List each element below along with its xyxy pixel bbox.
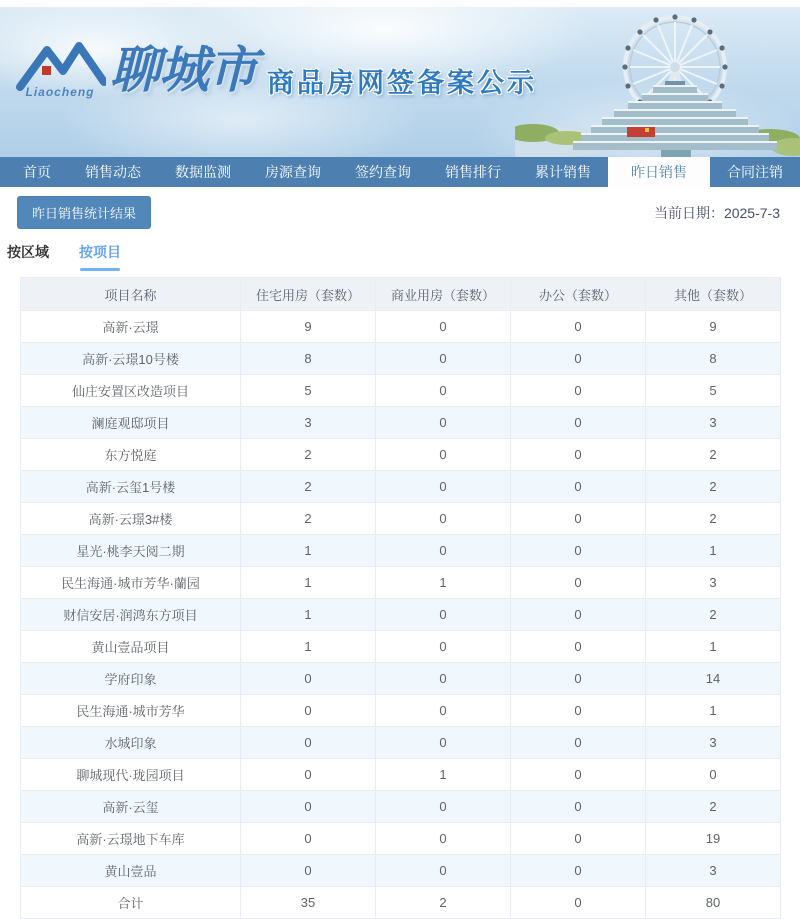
count-cell: 0 — [376, 375, 511, 407]
project-name-cell: 水城印象 — [21, 727, 241, 759]
project-name-cell: 高新·云玺1号楼 — [21, 471, 241, 503]
count-cell: 0 — [511, 599, 646, 631]
logo-script-text: Liaocheng — [25, 85, 95, 99]
count-cell: 2 — [646, 599, 781, 631]
project-name-cell: 财信安居·润鸿东方项目 — [21, 599, 241, 631]
count-cell: 0 — [511, 407, 646, 439]
count-cell: 3 — [646, 727, 781, 759]
count-cell: 0 — [376, 599, 511, 631]
count-cell: 0 — [511, 567, 646, 599]
project-name-cell: 聊城现代·珑园项目 — [21, 759, 241, 791]
count-cell: 5 — [241, 375, 376, 407]
count-cell: 1 — [646, 535, 781, 567]
count-cell: 8 — [241, 343, 376, 375]
view-tab-1[interactable]: 按区域 — [7, 244, 49, 260]
table-row — [21, 791, 781, 823]
project-name-cell: 学府印象 — [21, 663, 241, 695]
count-cell: 0 — [376, 535, 511, 567]
count-cell: 1 — [241, 599, 376, 631]
count-cell: 0 — [511, 631, 646, 663]
project-name-cell: 高新·云璟10号楼 — [21, 343, 241, 375]
view-tab-2[interactable]: 按项目 — [79, 242, 121, 271]
count-cell: 0 — [376, 663, 511, 695]
project-name-cell: 东方悦庭 — [21, 439, 241, 471]
toolbar — [17, 196, 780, 229]
project-name-cell: 星光·桃李天阅二期 — [21, 535, 241, 567]
project-name-cell: 仙庄安置区改造项目 — [21, 375, 241, 407]
count-cell: 0 — [511, 439, 646, 471]
count-cell: 0 — [511, 375, 646, 407]
nav-item-2[interactable]: 销售动态 — [85, 164, 141, 180]
count-cell: 1 — [241, 567, 376, 599]
count-cell: 0 — [376, 823, 511, 855]
column-header-4: 办公（套数） — [511, 278, 646, 311]
count-cell: 0 — [376, 343, 511, 375]
main-nav — [0, 157, 800, 187]
count-cell: 19 — [646, 823, 781, 855]
table-row — [21, 311, 781, 343]
count-cell: 2 — [376, 887, 511, 919]
column-header-3: 商业用房（套数） — [376, 278, 511, 311]
count-cell: 0 — [511, 663, 646, 695]
nav-item-1[interactable]: 首页 — [23, 164, 51, 180]
project-name-cell: 黄山壹品 — [21, 855, 241, 887]
project-name-cell: 高新·云璟3#楼 — [21, 503, 241, 535]
count-cell: 0 — [511, 695, 646, 727]
table-header-row — [21, 278, 781, 311]
count-cell: 80 — [646, 887, 781, 919]
count-cell: 0 — [376, 631, 511, 663]
logo-mark — [14, 37, 106, 99]
count-cell: 2 — [241, 439, 376, 471]
table-row — [21, 727, 781, 759]
count-cell: 1 — [241, 535, 376, 567]
count-cell: 0 — [376, 695, 511, 727]
count-cell: 0 — [511, 343, 646, 375]
current-date-value: 2025-7-3 — [723, 204, 780, 221]
count-cell: 3 — [646, 855, 781, 887]
count-cell: 0 — [511, 311, 646, 343]
count-cell: 0 — [241, 855, 376, 887]
count-cell: 1 — [376, 567, 511, 599]
count-cell: 2 — [241, 503, 376, 535]
count-cell: 0 — [376, 727, 511, 759]
count-cell: 2 — [646, 471, 781, 503]
project-name-cell: 高新·云璟地下车库 — [21, 823, 241, 855]
table-row — [21, 599, 781, 631]
count-cell: 3 — [646, 407, 781, 439]
nav-item-5[interactable]: 签约查询 — [355, 164, 411, 180]
column-header-2: 住宅用房（套数） — [241, 278, 376, 311]
project-name-cell: 高新·云玺 — [21, 791, 241, 823]
table-row — [21, 343, 781, 375]
count-cell: 2 — [646, 791, 781, 823]
count-cell: 0 — [511, 535, 646, 567]
table-row — [21, 471, 781, 503]
count-cell: 2 — [241, 471, 376, 503]
project-name-cell: 黄山壹品项目 — [21, 631, 241, 663]
count-cell: 0 — [511, 823, 646, 855]
count-cell: 0 — [511, 791, 646, 823]
count-cell: 1 — [646, 695, 781, 727]
current-date-label: 当前日期： — [653, 204, 724, 221]
nav-item-3[interactable]: 数据监测 — [175, 164, 231, 180]
nav-item-4[interactable]: 房源查询 — [265, 164, 321, 180]
count-cell: 3 — [646, 567, 781, 599]
project-name-cell: 民生海通·城市芳华 — [21, 695, 241, 727]
table-row — [21, 663, 781, 695]
city-name: 聊城市 — [110, 40, 257, 99]
count-cell: 0 — [241, 727, 376, 759]
table-row — [21, 759, 781, 791]
count-cell: 0 — [376, 439, 511, 471]
site-header — [0, 0, 800, 157]
table-row — [21, 503, 781, 535]
table-row — [21, 823, 781, 855]
count-cell: 0 — [646, 759, 781, 791]
roof-m-logo-icon — [14, 37, 106, 91]
count-cell: 5 — [646, 375, 781, 407]
table-row — [21, 439, 781, 471]
table-row — [21, 535, 781, 567]
project-name-cell: 高新·云璟 — [21, 311, 241, 343]
nav-item-8[interactable]: 昨日销售 — [608, 157, 710, 187]
count-cell: 0 — [376, 855, 511, 887]
nav-item-6[interactable]: 销售排行 — [445, 164, 501, 180]
count-cell: 35 — [241, 887, 376, 919]
count-cell: 0 — [241, 791, 376, 823]
count-cell: 1 — [376, 759, 511, 791]
table-row — [21, 407, 781, 439]
count-cell: 0 — [511, 855, 646, 887]
count-cell: 0 — [241, 759, 376, 791]
count-cell: 0 — [511, 503, 646, 535]
table-row — [21, 375, 781, 407]
count-cell: 14 — [646, 663, 781, 695]
count-cell: 2 — [646, 439, 781, 471]
count-cell: 0 — [376, 791, 511, 823]
view-tabs — [7, 242, 800, 271]
table-row — [21, 567, 781, 599]
site-title: 商品房网签备案公示 — [267, 68, 537, 98]
table-row — [21, 855, 781, 887]
count-cell: 2 — [646, 503, 781, 535]
count-cell: 0 — [511, 727, 646, 759]
column-header-5: 其他（套数） — [646, 278, 781, 311]
count-cell: 0 — [511, 471, 646, 503]
project-name-cell: 澜庭观邸项目 — [21, 407, 241, 439]
count-cell: 1 — [646, 631, 781, 663]
count-cell: 8 — [646, 343, 781, 375]
count-cell: 1 — [241, 631, 376, 663]
count-cell: 0 — [241, 695, 376, 727]
column-header-1: 项目名称 — [21, 278, 241, 311]
count-cell: 0 — [511, 759, 646, 791]
nav-item-9[interactable]: 合同注销 — [727, 164, 783, 180]
count-cell: 9 — [241, 311, 376, 343]
nav-item-7[interactable]: 累计销售 — [535, 164, 591, 180]
count-cell: 0 — [241, 823, 376, 855]
count-cell: 0 — [376, 407, 511, 439]
sales-table-wrap — [20, 277, 780, 919]
count-cell: 0 — [376, 503, 511, 535]
project-name-cell: 合计 — [21, 887, 241, 919]
yesterday-sales-result-button[interactable]: 昨日销售统计结果 — [17, 196, 151, 229]
project-name-cell: 民生海通·城市芳华·蘭园 — [21, 567, 241, 599]
ferris-wheel-photo — [515, 7, 800, 157]
count-cell: 0 — [511, 887, 646, 919]
current-date — [654, 203, 780, 223]
site-logo — [14, 37, 537, 103]
count-cell: 9 — [646, 311, 781, 343]
count-cell: 3 — [241, 407, 376, 439]
table-row — [21, 695, 781, 727]
count-cell: 0 — [241, 663, 376, 695]
count-cell: 0 — [376, 311, 511, 343]
table-row — [21, 631, 781, 663]
sales-table — [20, 277, 781, 919]
count-cell: 0 — [376, 471, 511, 503]
